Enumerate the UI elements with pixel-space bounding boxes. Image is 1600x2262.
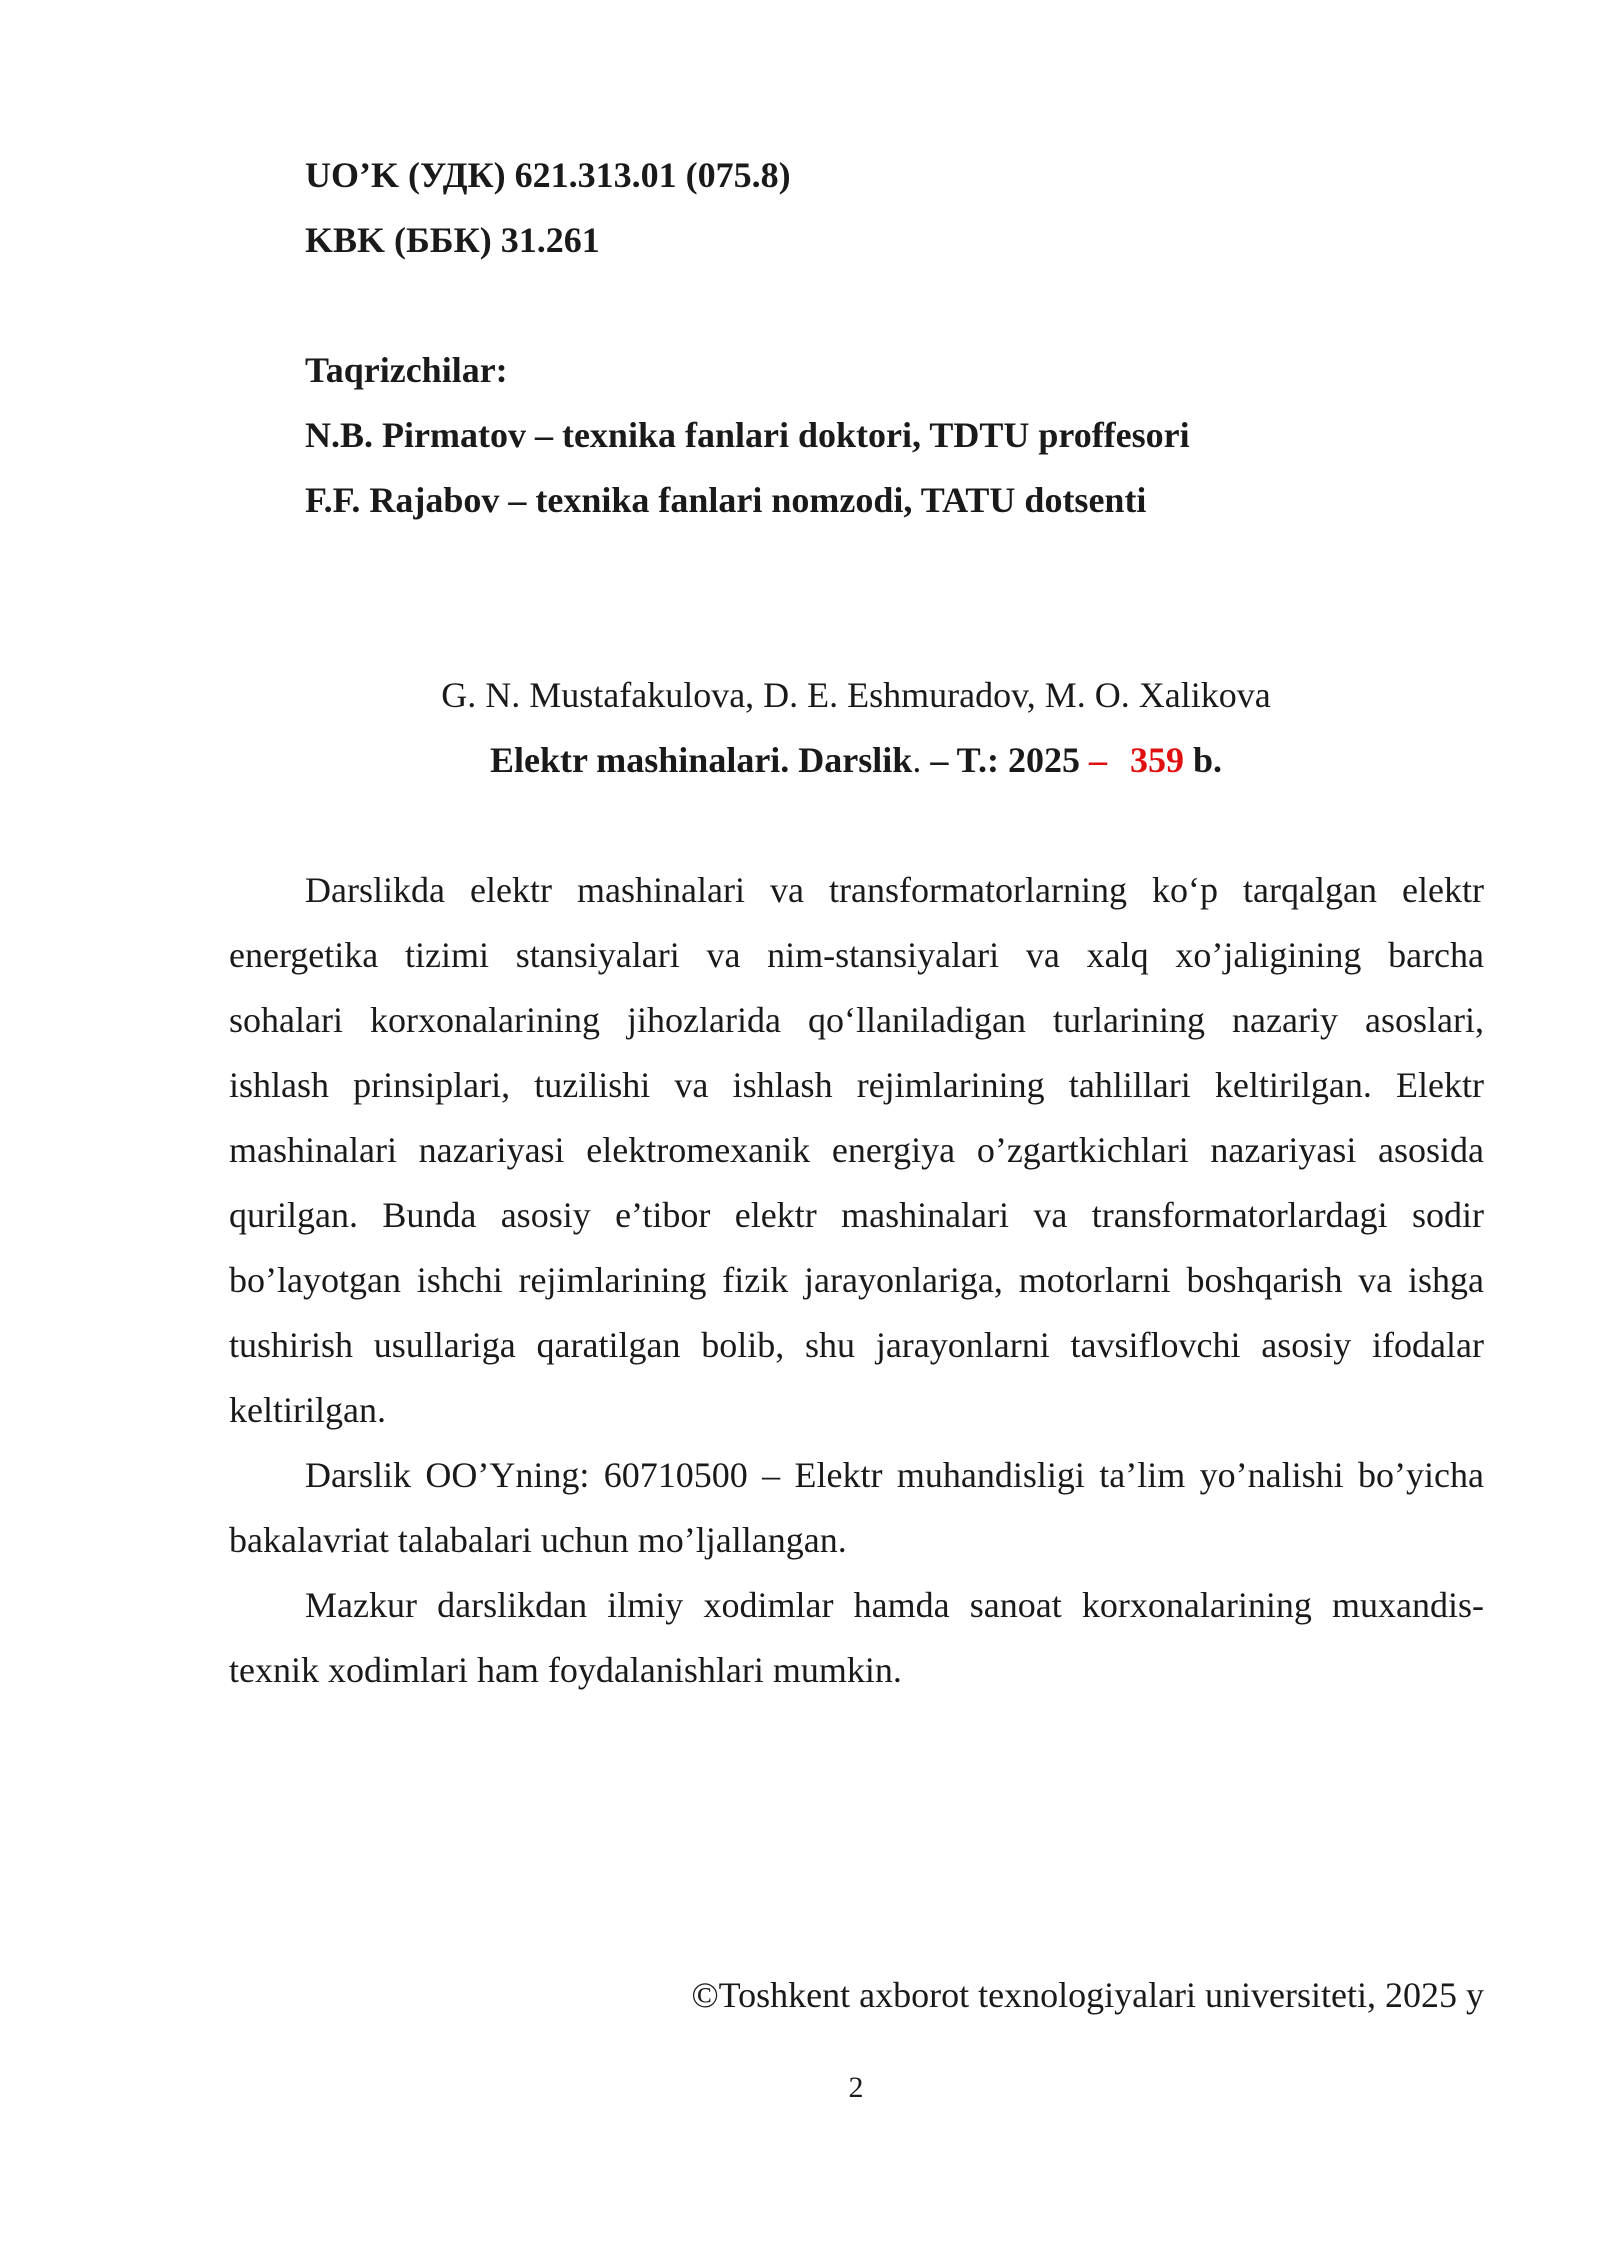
copyright: ©Toshkent axborot texnologiyalari universiteti, 2025 y [691, 1975, 1484, 2015]
page-count-suffix: b. [1184, 740, 1223, 780]
abstract-p1-line-4: ishlash prinsiplari, tuzilishi va ishlash rejimlarining tahlillari keltirilgan. Elektr [229, 1065, 1484, 1105]
abstract-p1-line-8: tushirish usullariga qaratilgan bolib, shu jarayonlarni tavsiflovchi asosiy ifodalar [229, 1325, 1484, 1365]
abstract-p1-line-5: mashinalari nazariyasi elektromexanik energiya o’zgartkichlari nazariyasi asosida [229, 1130, 1484, 1170]
citation-dash: – [1080, 740, 1117, 780]
bbk-code: KBK (ББК) 31.261 [305, 220, 600, 260]
citation-line [0, 738, 1600, 782]
reviewers-heading: Taqrizchilar: [305, 350, 508, 390]
abstract-p1-line-9: keltirilgan. [229, 1390, 386, 1430]
abstract-p1-line-1: Darslikda elektr mashinalari va transformatorlarning ko‘p tarqalgan elektr [305, 870, 1484, 910]
abstract-p2-line-1: Darslik OO’Yning: 60710500 – Elektr muhandisligi ta’lim yo’nalishi bo’yicha [305, 1455, 1484, 1495]
abstract-p2-line-2: bakalavriat talabalari uchun mo’ljallangan. [229, 1520, 847, 1560]
reviewer-2: F.F. Rajabov – texnika fanlari nomzodi, TATU dotsenti [305, 480, 1147, 520]
page-count: 359 [1130, 740, 1185, 780]
abstract-p1-line-6: qurilgan. Bunda asosiy e’tibor elektr mashinalari va transformatorlardagi sodir [229, 1195, 1484, 1235]
book-title: Elektr mashinalari. Darslik [489, 740, 913, 780]
abstract-p1-line-2: energetika tizimi stansiyalari va nim-stansiyalari va xalq xo’jaligining barcha [229, 935, 1484, 975]
abstract-p1-line-7: bo’layotgan ishchi rejimlarining fizik jarayonlariga, motorlarni boshqarish va ishga [229, 1260, 1484, 1300]
reviewer-1: N.B. Pirmatov – texnika fanlari doktori, TDTU proffesori [305, 415, 1190, 455]
udk-code: UO’K (УДК) 621.313.01 (075.8) [305, 155, 791, 195]
page-number: 2 [848, 2071, 864, 2104]
abstract-p1-line-3: sohalari korxonalarining jihozlarida qo‘llaniladigan turlarining nazariy asoslari, [229, 1000, 1484, 1040]
authors: G. N. Mustafakulova, D. E. Eshmuradov, M. O. Xalikova [441, 675, 1271, 715]
place-year: – T.: 2025 [921, 740, 1081, 780]
abstract-p3-line-2: texnik xodimlari ham foydalanishlari mumkin. [229, 1650, 902, 1690]
title-dot: . [912, 740, 922, 780]
abstract-p3-line-1: Mazkur darslikdan ilmiy xodimlar hamda sanoat korxonalarining muxandis- [305, 1585, 1484, 1625]
